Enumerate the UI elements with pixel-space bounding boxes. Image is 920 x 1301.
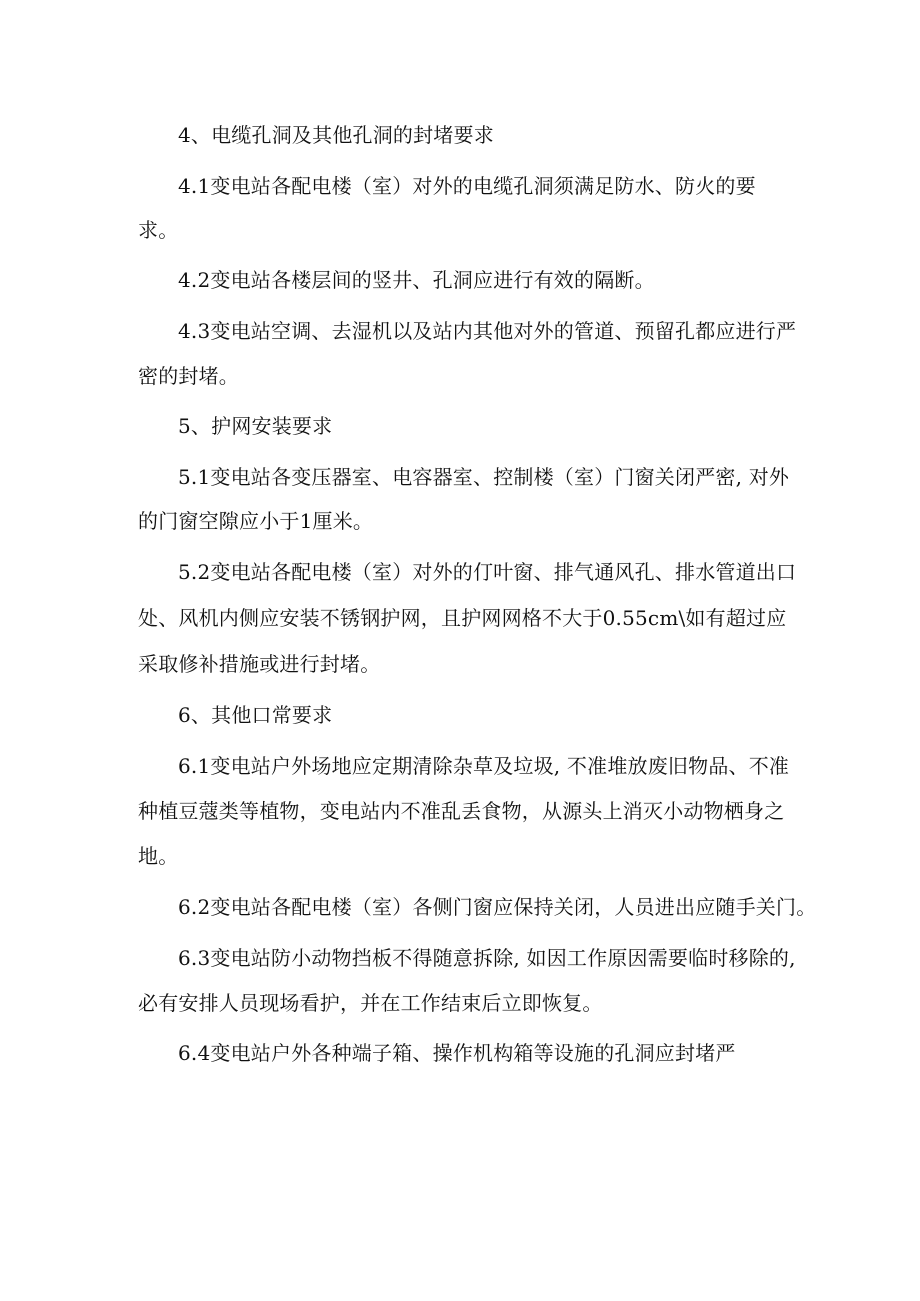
section-6-heading: 6、其他口常要求 (178, 703, 333, 727)
paragraph-4-1-line-1: 4.1变电站各配电楼（室）对外的电缆孔洞须满足防水、防火的要 (178, 174, 756, 198)
paragraph-5-2-line-2: 处、风机内侧应安装不锈钢护网，且护网网格不大于0.55cm\如有超过应 (138, 606, 787, 630)
paragraph-4-2: 4.2变电站各楼层间的竖井、孔洞应进行有效的隔断。 (178, 268, 655, 292)
paragraph-4-1-line-2: 求。 (138, 218, 179, 242)
paragraph-5-2-line-3: 采取修补措施或进行封堵。 (138, 652, 381, 676)
paragraph-6-1-line-3: 地。 (138, 844, 179, 868)
paragraph-6-1-line-1: 6.1变电站户外场地应定期清除杂草及垃圾, 不准堆放废旧物品、不准 (178, 754, 790, 778)
paragraph-6-3-line-2: 必有安排人员现场看护，并在工作结束后立即恢复。 (138, 991, 603, 1015)
paragraph-6-2: 6.2变电站各配电楼（室）各侧门窗应保持关闭，人员进出应随手关门。 (178, 895, 817, 919)
section-5-heading: 5、护网安装要求 (178, 414, 333, 438)
paragraph-4-3-line-2: 密的封堵。 (138, 364, 239, 388)
paragraph-5-2-line-1: 5.2变电站各配电楼（室）对外的仃叶窗、排气通风孔、排水管道出口 (178, 560, 797, 584)
paragraph-6-1-line-2: 种植豆蔻类等植物，变电站内不准乱丢食物，从源头上消灭小动物栖身之 (138, 799, 785, 823)
paragraph-5-1-line-2: 的门窗空隙应小于1厘米。 (138, 509, 374, 533)
paragraph-5-1-line-1: 5.1变电站各变压器室、电容器室、控制楼（室）门窗关闭严密, 对外 (178, 465, 790, 489)
section-4-heading: 4、电缆孔洞及其他孔洞的封堵要求 (178, 123, 494, 147)
paragraph-6-3-line-1: 6.3变电站防小动物挡板不得随意拆除, 如因工作原因需要临时移除的, (178, 946, 796, 970)
paragraph-4-3-line-1: 4.3变电站空调、去湿机以及站内其他对外的管道、预留孔都应进行严 (178, 319, 797, 343)
paragraph-6-4-line-1: 6.4变电站户外各种端子箱、操作机构箱等设施的孔洞应封堵严 (178, 1041, 736, 1065)
